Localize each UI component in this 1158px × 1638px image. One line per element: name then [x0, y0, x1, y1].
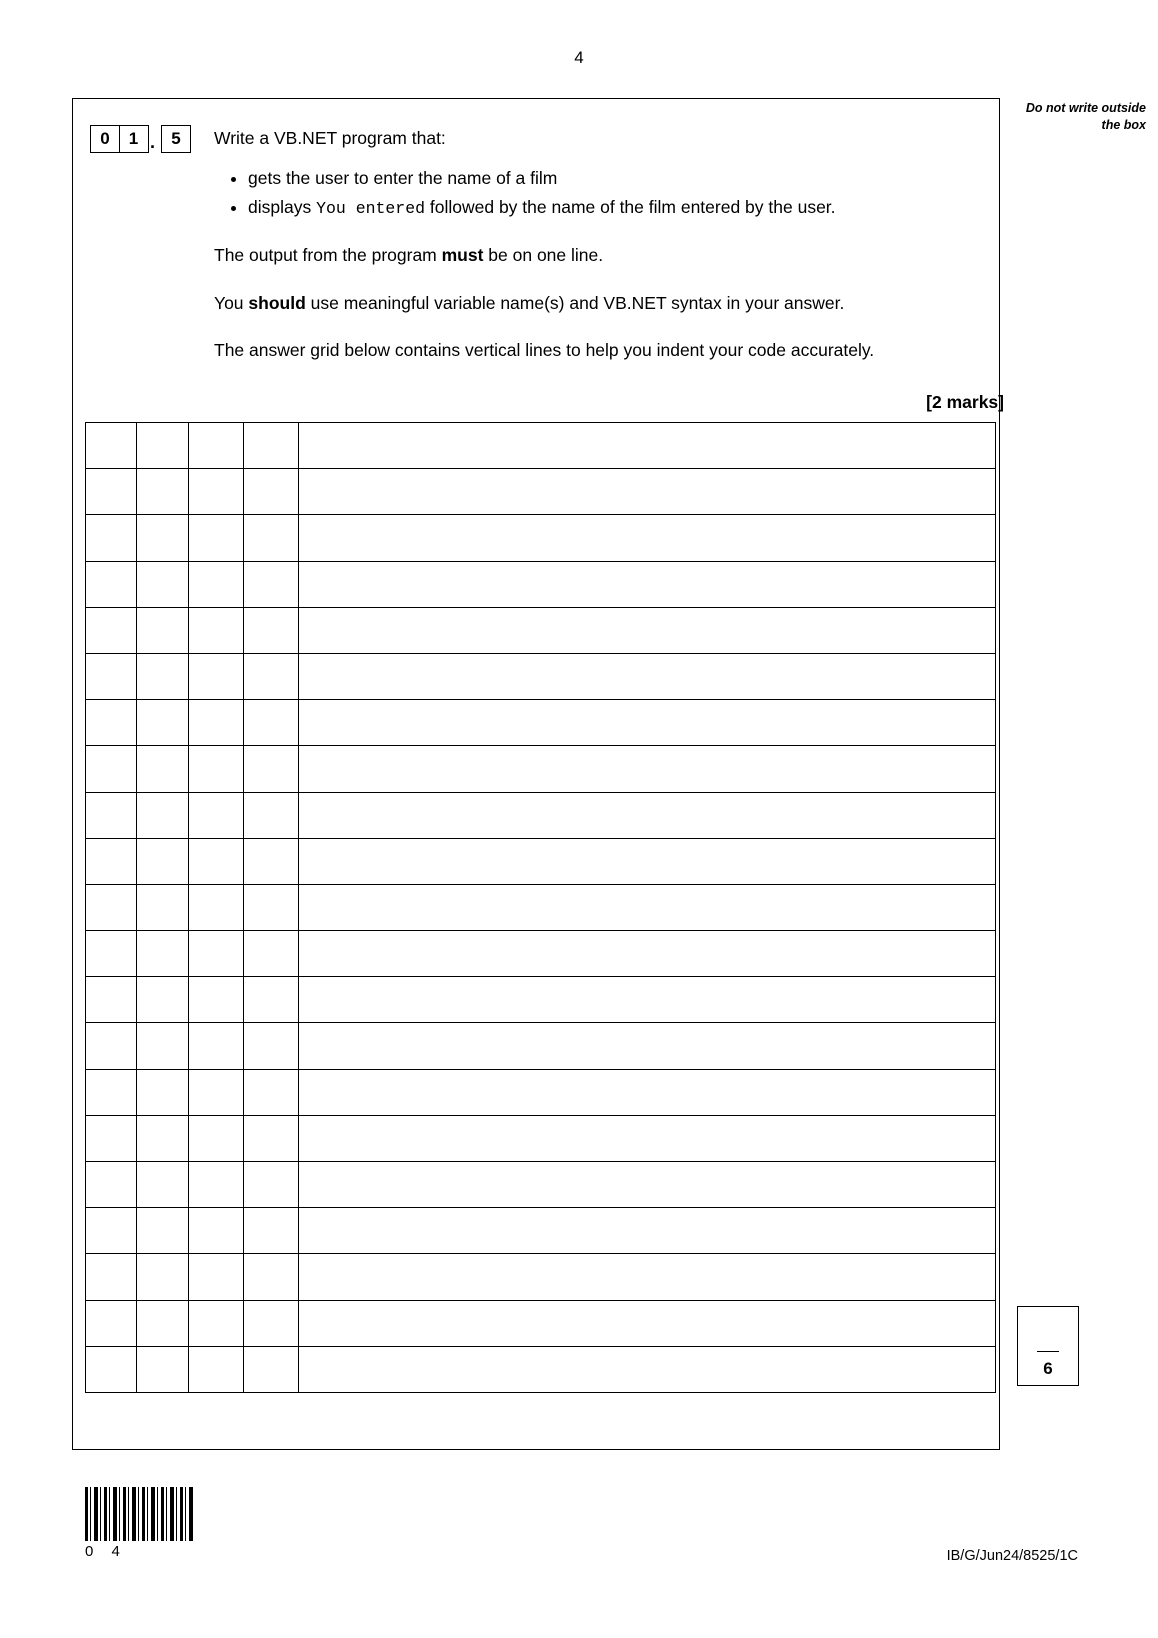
- answer-grid-indent-cell[interactable]: [189, 1208, 244, 1253]
- answer-grid-indent-cell[interactable]: [244, 931, 299, 976]
- question-separator: .: [150, 132, 156, 153]
- answer-grid-row[interactable]: [85, 469, 996, 515]
- answer-grid-indent-cell[interactable]: [244, 515, 299, 560]
- answer-grid-indent-cell[interactable]: [137, 885, 189, 930]
- answer-grid-indent-cell[interactable]: [85, 469, 137, 514]
- answer-grid-indent-cell[interactable]: [244, 1023, 299, 1068]
- answer-grid-indent-cell[interactable]: [137, 793, 189, 838]
- answer-grid-indent-cell[interactable]: [137, 469, 189, 514]
- marks-label: [2 marks]: [926, 392, 1004, 412]
- answer-grid[interactable]: [85, 422, 996, 1393]
- answer-grid-indent-cell[interactable]: [137, 1254, 189, 1299]
- answer-grid-row[interactable]: [85, 1162, 996, 1208]
- answer-grid-indent-cell[interactable]: [189, 562, 244, 607]
- answer-grid-indent-cell[interactable]: [244, 1116, 299, 1161]
- answer-grid-indent-cell[interactable]: [244, 977, 299, 1022]
- answer-grid-writing-cell[interactable]: [299, 423, 996, 468]
- mark-box-value: 6: [1043, 1359, 1053, 1378]
- answer-grid-indent-cell[interactable]: [189, 1116, 244, 1161]
- answer-grid-indent-cell[interactable]: [137, 839, 189, 884]
- answer-grid-writing-cell[interactable]: [299, 700, 996, 745]
- answer-grid-writing-cell[interactable]: [299, 1254, 996, 1299]
- answer-grid-indent-cell[interactable]: [137, 1208, 189, 1253]
- bullet-item-2: [248, 194, 1004, 222]
- answer-grid-row[interactable]: [85, 654, 996, 700]
- para1-c: be on one line.: [483, 245, 604, 266]
- question-digit-2: 1: [119, 125, 149, 153]
- para2-emphasis: should: [248, 292, 306, 313]
- barcode-area: [85, 1487, 195, 1560]
- answer-grid-writing-cell[interactable]: [299, 654, 996, 699]
- answer-grid-indent-cell[interactable]: [189, 469, 244, 514]
- answer-grid-indent-cell[interactable]: [244, 423, 299, 468]
- question-paragraph-2: [214, 291, 1004, 316]
- question-paragraph-1: [214, 243, 1004, 268]
- answer-grid-writing-cell[interactable]: [299, 1070, 996, 1115]
- para1-a: The output from the program: [214, 245, 442, 266]
- answer-grid-writing-cell[interactable]: [299, 1116, 996, 1161]
- para1-emphasis: must: [441, 245, 484, 266]
- answer-grid-row[interactable]: [85, 885, 996, 931]
- answer-grid-indent-cell[interactable]: [244, 700, 299, 745]
- answer-grid-indent-cell[interactable]: [85, 1070, 137, 1115]
- answer-grid-indent-cell[interactable]: [85, 562, 137, 607]
- bullet-2-pre: displays: [248, 196, 317, 217]
- answer-grid-indent-cell[interactable]: [244, 1070, 299, 1115]
- answer-grid-indent-cell[interactable]: [244, 469, 299, 514]
- answer-grid-indent-cell[interactable]: [137, 562, 189, 607]
- answer-grid-indent-cell[interactable]: [137, 1116, 189, 1161]
- answer-grid-indent-cell[interactable]: [85, 654, 137, 699]
- answer-grid-row[interactable]: [85, 423, 996, 469]
- answer-grid-indent-cell[interactable]: [85, 885, 137, 930]
- answer-grid-writing-cell[interactable]: [299, 977, 996, 1022]
- footer-paper-code: IB/G/Jun24/8525/1C: [946, 1548, 1078, 1564]
- answer-grid-indent-cell[interactable]: [137, 977, 189, 1022]
- answer-grid-indent-cell[interactable]: [137, 700, 189, 745]
- answer-grid-indent-cell[interactable]: [189, 515, 244, 560]
- answer-grid-indent-cell[interactable]: [85, 1254, 137, 1299]
- answer-grid-indent-cell[interactable]: [244, 885, 299, 930]
- answer-grid-indent-cell[interactable]: [189, 1023, 244, 1068]
- answer-grid-indent-cell[interactable]: [85, 1023, 137, 1068]
- answer-grid-writing-cell[interactable]: [299, 1208, 996, 1253]
- answer-grid-indent-cell[interactable]: [85, 1347, 137, 1392]
- answer-grid-indent-cell[interactable]: [85, 423, 137, 468]
- answer-grid-indent-cell[interactable]: [244, 608, 299, 653]
- answer-grid-indent-cell[interactable]: [189, 746, 244, 791]
- answer-grid-indent-cell[interactable]: [189, 839, 244, 884]
- answer-grid-writing-cell[interactable]: [299, 1162, 996, 1207]
- mark-total-box: [1017, 1306, 1079, 1386]
- answer-grid-indent-cell[interactable]: [244, 793, 299, 838]
- answer-grid-indent-cell[interactable]: [189, 1254, 244, 1299]
- answer-grid-writing-cell[interactable]: [299, 562, 996, 607]
- answer-grid-row[interactable]: [85, 1208, 996, 1254]
- answer-grid-indent-cell[interactable]: [85, 515, 137, 560]
- answer-grid-indent-cell[interactable]: [244, 1162, 299, 1207]
- answer-grid-indent-cell[interactable]: [244, 562, 299, 607]
- answer-grid-indent-cell[interactable]: [85, 1301, 137, 1346]
- answer-grid-indent-cell[interactable]: [189, 423, 244, 468]
- answer-grid-indent-cell[interactable]: [85, 746, 137, 791]
- answer-grid-indent-cell[interactable]: [137, 931, 189, 976]
- answer-grid-writing-cell[interactable]: [299, 1301, 996, 1346]
- answer-grid-indent-cell[interactable]: [85, 977, 137, 1022]
- answer-grid-indent-cell[interactable]: [85, 793, 137, 838]
- question-digit-1: 0: [90, 125, 120, 153]
- answer-grid-indent-cell[interactable]: [244, 1208, 299, 1253]
- question-subdigit-1: 5: [161, 125, 191, 153]
- answer-grid-indent-cell[interactable]: [85, 1116, 137, 1161]
- answer-grid-row[interactable]: [85, 562, 996, 608]
- barcode-image: [85, 1487, 193, 1541]
- mark-box-rule: [1037, 1351, 1059, 1352]
- question-paragraph-3: The answer grid below contains vertical lines to help you indent your code accurately.: [214, 340, 875, 361]
- answer-grid-indent-cell[interactable]: [137, 1070, 189, 1115]
- answer-grid-row[interactable]: [85, 931, 996, 977]
- answer-grid-writing-cell[interactable]: [299, 515, 996, 560]
- bullet-2-post: followed by the name of the film entered by the user.: [425, 196, 836, 217]
- answer-grid-writing-cell[interactable]: [299, 608, 996, 653]
- answer-grid-indent-cell[interactable]: [137, 1023, 189, 1068]
- answer-grid-writing-cell[interactable]: [299, 1347, 996, 1392]
- question-bullet-list: [214, 165, 1004, 221]
- answer-grid-indent-cell[interactable]: [189, 1162, 244, 1207]
- question-number: [90, 125, 190, 153]
- answer-grid-writing-cell[interactable]: [299, 839, 996, 884]
- answer-grid-row[interactable]: [85, 700, 996, 746]
- answer-grid-indent-cell[interactable]: [244, 1254, 299, 1299]
- question-body: [214, 126, 1004, 412]
- answer-grid-indent-cell[interactable]: [85, 931, 137, 976]
- answer-grid-indent-cell[interactable]: [244, 1301, 299, 1346]
- bullet-2-code: You entered: [316, 198, 426, 218]
- answer-grid-row[interactable]: [85, 515, 996, 561]
- para2-a: You: [214, 292, 249, 313]
- answer-grid-indent-cell[interactable]: [189, 977, 244, 1022]
- answer-grid-indent-cell[interactable]: [244, 839, 299, 884]
- para2-c: use meaningful variable name(s) and VB.NET syntax in your answer.: [305, 292, 845, 313]
- answer-grid-indent-cell[interactable]: [189, 793, 244, 838]
- answer-grid-indent-cell[interactable]: [137, 423, 189, 468]
- answer-grid-row[interactable]: [85, 746, 996, 792]
- answer-grid-indent-cell[interactable]: [244, 746, 299, 791]
- question-intro: Write a VB.NET program that:: [214, 128, 446, 148]
- answer-grid-indent-cell[interactable]: [85, 608, 137, 653]
- answer-grid-row[interactable]: [85, 1070, 996, 1116]
- answer-grid-indent-cell[interactable]: [244, 1347, 299, 1392]
- answer-grid-row[interactable]: [85, 1301, 996, 1347]
- answer-grid-indent-cell[interactable]: [244, 654, 299, 699]
- answer-grid-indent-cell[interactable]: [189, 1301, 244, 1346]
- answer-grid-indent-cell[interactable]: [137, 608, 189, 653]
- answer-grid-indent-cell[interactable]: [189, 885, 244, 930]
- bullet-item-1: • gets the user to enter the name of a film: [248, 165, 1004, 191]
- answer-grid-row[interactable]: [85, 1347, 996, 1393]
- answer-grid-writing-cell[interactable]: [299, 931, 996, 976]
- answer-grid-indent-cell[interactable]: [137, 746, 189, 791]
- answer-grid-indent-cell[interactable]: [189, 931, 244, 976]
- answer-grid-indent-cell[interactable]: [137, 654, 189, 699]
- answer-grid-indent-cell[interactable]: [189, 608, 244, 653]
- answer-grid-indent-cell[interactable]: [189, 1347, 244, 1392]
- answer-grid-row[interactable]: [85, 1254, 996, 1300]
- answer-grid-writing-cell[interactable]: [299, 746, 996, 791]
- barcode-label: 0 4: [85, 1543, 127, 1560]
- answer-grid-indent-cell[interactable]: [85, 839, 137, 884]
- answer-grid-indent-cell[interactable]: [137, 515, 189, 560]
- answer-grid-indent-cell[interactable]: [189, 654, 244, 699]
- answer-grid-indent-cell[interactable]: [137, 1301, 189, 1346]
- answer-grid-indent-cell[interactable]: [85, 700, 137, 745]
- answer-grid-indent-cell[interactable]: [189, 1070, 244, 1115]
- answer-grid-row[interactable]: [85, 608, 996, 654]
- answer-grid-row[interactable]: [85, 1023, 996, 1069]
- answer-grid-row[interactable]: [85, 1116, 996, 1162]
- answer-grid-indent-cell[interactable]: [137, 1162, 189, 1207]
- answer-grid-indent-cell[interactable]: [137, 1347, 189, 1392]
- answer-grid-row[interactable]: [85, 839, 996, 885]
- answer-grid-writing-cell[interactable]: [299, 469, 996, 514]
- answer-grid-row[interactable]: [85, 977, 996, 1023]
- do-not-write-outside-box-note: Do not write outside the box: [1025, 101, 1146, 132]
- answer-grid-indent-cell[interactable]: [189, 700, 244, 745]
- answer-grid-row[interactable]: [85, 793, 996, 839]
- answer-grid-writing-cell[interactable]: [299, 885, 996, 930]
- answer-grid-indent-cell[interactable]: [85, 1162, 137, 1207]
- answer-grid-indent-cell[interactable]: [85, 1208, 137, 1253]
- answer-grid-writing-cell[interactable]: [299, 1023, 996, 1068]
- answer-grid-writing-cell[interactable]: [299, 793, 996, 838]
- page-number: 4: [574, 48, 584, 67]
